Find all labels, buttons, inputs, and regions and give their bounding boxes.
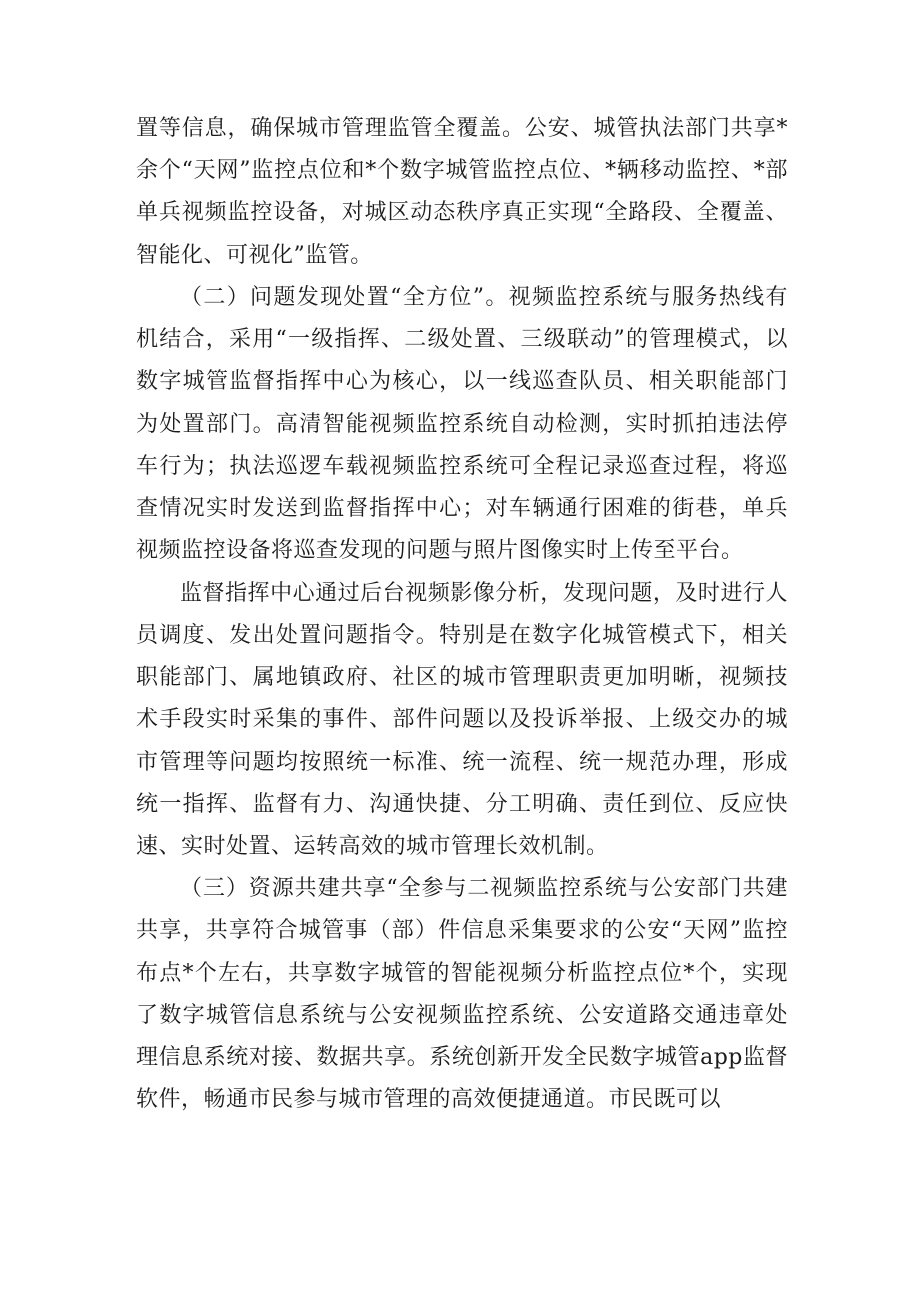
paragraph-4: （三）资源共建共享“全参与二视频监控系统与公安部门共建共享，共享符合城管事（部）件信息采集要求的公安“天网”监控布点*个左右，共享数字城管的智能视频分析监控点位*个，实现了数字城管信息系统与公安视频监控系统、公安道路交通违章处理信息系统对接、数据共享。系统创新开发全民数字城管app监督软件，畅通市民参与城市管理的高效便捷通道。市民既可以: [136, 876, 788, 1113]
paragraph-3: 监督指挥中心通过后台视频影像分析，发现问题，及时进行人员调度、发出处置问题指令。特别是在数字化城管模式下，相关职能部门、属地镇政府、社区的城市管理职责更加明晰，视频技术手段实时采集的事件、部件问题以及投诉举报、上级交办的城市管理等问题均按照统一标准、统一流程、统一规范办理，形成统一指挥、监督有力、沟通快捷、分工明确、责任到位、反应快速、实时处置、运转高效的城市管理长效机制。: [136, 580, 788, 859]
document-body: [136, 108, 788, 1122]
paragraph-2: （二）问题发现处置“全方位”。视频监控系统与服务热线有机结合，采用“一级指挥、二级处置、三级联动”的管理模式，以数字城管监督指挥中心为核心，以一线巡查队员、相关职能部门为处置部门。高清智能视频监控系统自动检测，实时抓拍违法停车行为；执法巡逻车载视频监控系统可全程记录巡查过程，将巡查情况实时发送到监督指挥中心；对车辆通行困难的街巷，单兵视频监控设备将巡查发现的问题与照片图像实时上传至平台。: [136, 284, 788, 564]
paragraph-1: 置等信息，确保城市管理监管全覆盖。公安、城管执法部门共享*余个“天网”监控点位和*个数字城管监控点位、*辆移动监控、*部单兵视频监控设备，对城区动态秩序真正实现“全路段、全覆盖、智能化、可视化”监管。: [136, 116, 788, 268]
